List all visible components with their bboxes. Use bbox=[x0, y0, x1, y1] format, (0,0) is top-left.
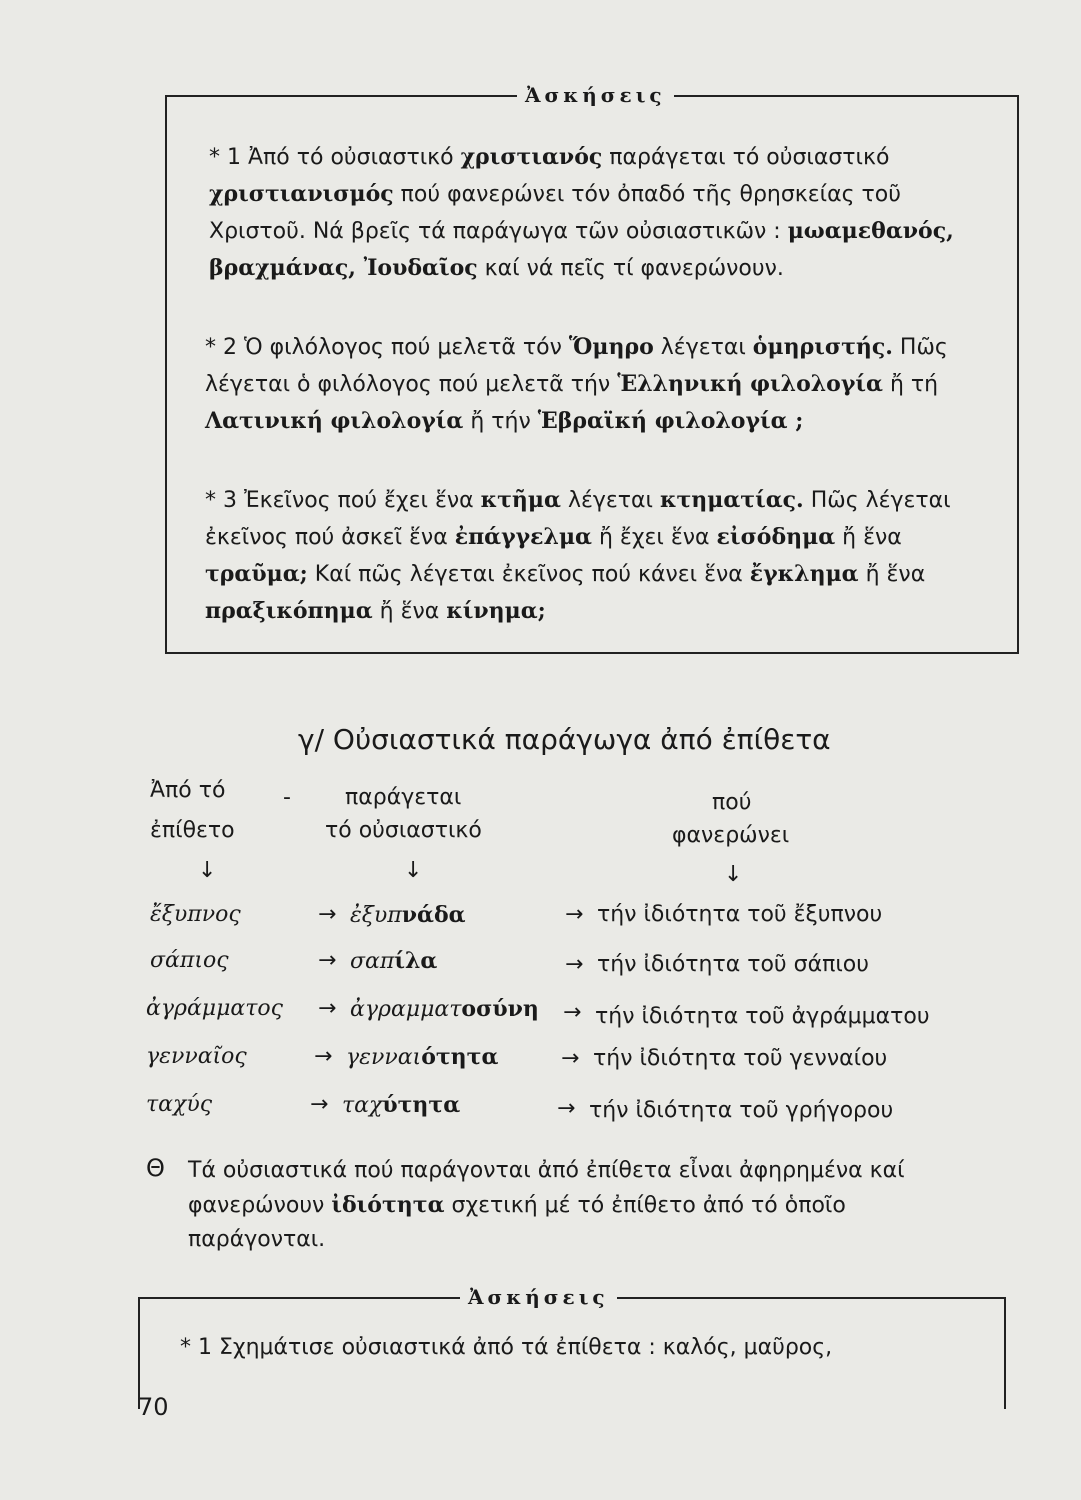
arrow-right-icon: → bbox=[565, 952, 584, 977]
exercise-text: λέγεται bbox=[653, 335, 753, 360]
column-header-adjective-line2: ἐπίθετο bbox=[150, 818, 235, 843]
exercise-box-title: Ἀσκήσεις bbox=[460, 1285, 617, 1309]
bold-term: ἰδιότητα bbox=[331, 1192, 445, 1218]
exercise-text: ἤ ἔχει ἕνα bbox=[592, 525, 717, 550]
exercise-number: * 1 bbox=[180, 1335, 212, 1360]
row-noun bbox=[342, 1092, 460, 1118]
column-header-adjective-line1: Ἀπό τό bbox=[150, 778, 226, 803]
row-noun bbox=[350, 948, 437, 974]
bold-term: Ὅμηρο bbox=[568, 334, 654, 360]
bold-term: ἐπάγγελμα bbox=[454, 524, 592, 550]
exercise-text: ἤ ἕνα bbox=[372, 599, 447, 624]
exercise-number: * 1 bbox=[209, 145, 241, 170]
section-heading: γ/ Οὐσιαστικά παράγωγα ἀπό ἐπίθετα bbox=[298, 723, 831, 756]
arrow-right-icon: → bbox=[565, 902, 584, 927]
arrow-right-icon: → bbox=[310, 1092, 329, 1117]
exercise-3 bbox=[205, 482, 989, 630]
arrow-right-icon: → bbox=[557, 1096, 576, 1121]
bold-term: Ἑλληνική φιλολογία bbox=[617, 371, 883, 397]
arrow-right-icon: → bbox=[318, 948, 337, 973]
rule-symbol-icon: Θ bbox=[146, 1154, 165, 1182]
header-dash: - bbox=[283, 785, 291, 810]
bold-term: ἔγκλημα bbox=[749, 561, 859, 587]
noun-suffix: ίλα bbox=[394, 948, 438, 974]
row-noun bbox=[350, 996, 539, 1022]
exercise-text: ἤ ἕνα bbox=[858, 562, 926, 587]
exercise-text: ἤ ἕνα bbox=[835, 525, 902, 550]
bold-term: χριστιανισμός bbox=[209, 181, 394, 207]
exercise-text: Καί πῶς λέγεται ἐκεῖνος πού κάνει ἕνα bbox=[307, 562, 750, 587]
bold-term: ὁμηριστής. bbox=[752, 334, 893, 360]
column-header-meaning-line2: φανερώνει bbox=[672, 823, 790, 848]
down-arrow-icon: ↓ bbox=[724, 862, 743, 887]
row-adjective: γενναῖος bbox=[146, 1044, 247, 1069]
bold-term: Λατινική φιλολογία bbox=[205, 408, 464, 434]
row-adjective: ταχύς bbox=[146, 1092, 213, 1117]
row-adjective: σάπιος bbox=[150, 948, 229, 973]
noun-suffix: ύτητα bbox=[382, 1092, 461, 1118]
row-meaning: τήν ἰδιότητα τοῦ σάπιου bbox=[597, 952, 869, 977]
rule-note bbox=[188, 1154, 988, 1257]
exercise-text: Σχημάτισε οὐσιαστικά ἀπό τά ἐπίθετα : καλός, μαῦρος, bbox=[219, 1335, 833, 1360]
arrow-right-icon: → bbox=[314, 1044, 333, 1069]
noun-suffix: νάδα bbox=[401, 902, 466, 928]
exercise-box-2 bbox=[138, 1285, 1006, 1409]
down-arrow-icon: ↓ bbox=[404, 858, 423, 883]
row-adjective: ἀγράμματος bbox=[146, 996, 283, 1021]
exercise-1 bbox=[209, 139, 989, 287]
noun-stem: γενναι bbox=[346, 1045, 422, 1070]
noun-stem: ταχ bbox=[342, 1093, 383, 1118]
row-meaning: τήν ἰδιότητα τοῦ γρήγορου bbox=[589, 1098, 894, 1123]
bold-term: κτῆμα bbox=[480, 487, 561, 513]
arrow-right-icon: → bbox=[318, 996, 337, 1021]
page-number: 70 bbox=[138, 1393, 169, 1421]
bold-term: κτηματίας. bbox=[659, 487, 804, 513]
exercise-text: Πῶς λέγεται ὁ φιλόλογος πού μελετᾶ τήν bbox=[205, 335, 948, 397]
noun-stem: σαπ bbox=[350, 949, 395, 974]
arrow-right-icon: → bbox=[318, 902, 337, 927]
row-adjective: ἔξυπνος bbox=[150, 902, 241, 927]
row-meaning: τήν ἰδιότητα τοῦ γενναίου bbox=[593, 1046, 888, 1071]
exercise-number: * 2 bbox=[205, 335, 237, 360]
exercise-text: ἤ τήν bbox=[463, 409, 538, 434]
exercise-text: Πῶς λέγεται ἐκεῖνος πού ἀσκεῖ ἕνα bbox=[205, 488, 951, 550]
bold-term: τραῦμα; bbox=[205, 561, 308, 587]
noun-suffix: ότητα bbox=[421, 1044, 499, 1070]
bold-term: πραξικόπημα bbox=[205, 598, 373, 624]
bold-term: κίνημα; bbox=[446, 598, 546, 624]
row-noun bbox=[350, 902, 466, 928]
bold-term: εἰσόδημα bbox=[716, 524, 836, 550]
exercise-1 bbox=[180, 1335, 832, 1360]
noun-suffix: οσύνη bbox=[461, 996, 539, 1022]
bold-term: Ἑβραϊκή φιλολογία ; bbox=[537, 408, 804, 434]
noun-stem: ἐξυπ bbox=[350, 903, 402, 928]
bold-term: χριστιανός bbox=[460, 144, 603, 170]
down-arrow-icon: ↓ bbox=[198, 858, 217, 883]
exercise-text: Ἐκεῖνος πού ἔχει ἕνα bbox=[244, 488, 481, 513]
bold-term: μωαμεθανός, βραχμάνας, Ἰουδαῖος bbox=[209, 218, 954, 281]
noun-stem: ἀγραμματ bbox=[350, 997, 462, 1022]
exercise-2 bbox=[205, 329, 989, 440]
row-meaning: τήν ἰδιότητα τοῦ ἀγράμματου bbox=[595, 1004, 930, 1029]
exercise-number: * 3 bbox=[205, 488, 237, 513]
exercise-box-1 bbox=[165, 83, 1019, 654]
note-text: Τά οὐσιαστικά πού παράγονται ἀπό ἐπίθετα εἶναι ἀφηρημένα καί φανερώνουν bbox=[188, 1158, 905, 1218]
note-text: σχετική μέ τό ἐπίθετο ἀπό τό ὁποῖο παράγονται. bbox=[188, 1193, 846, 1252]
row-noun bbox=[346, 1044, 498, 1070]
column-header-noun-line1: παράγεται bbox=[345, 785, 462, 810]
exercise-box-title: Ἀσκήσεις bbox=[517, 83, 674, 107]
exercise-text: παράγεται τό οὐσιαστικό bbox=[602, 145, 890, 170]
exercise-text: λέγεται bbox=[560, 488, 660, 513]
exercise-text: Ὁ φιλόλογος πού μελετᾶ τόν bbox=[244, 335, 569, 360]
column-header-noun-line2: τό οὐσιαστικό bbox=[325, 818, 482, 843]
exercise-text: καί νά πεῖς τί φανερώνουν. bbox=[477, 256, 784, 281]
exercise-text: ἤ τή bbox=[882, 372, 939, 397]
exercise-text: πού φανερώνει τόν ὀπαδό τῆς θρησκείας τοῦ Χριστοῦ. Νά βρεῖς τά παράγωγα τῶν οὐσιαστικῶν : bbox=[209, 182, 901, 244]
exercise-text: Ἀπό τό οὐσιαστικό bbox=[248, 145, 461, 170]
arrow-right-icon: → bbox=[561, 1046, 580, 1071]
arrow-right-icon: → bbox=[563, 1000, 582, 1025]
column-header-meaning-line1: πού bbox=[712, 790, 752, 815]
row-meaning: τήν ἰδιότητα τοῦ ἔξυπνου bbox=[597, 902, 883, 927]
